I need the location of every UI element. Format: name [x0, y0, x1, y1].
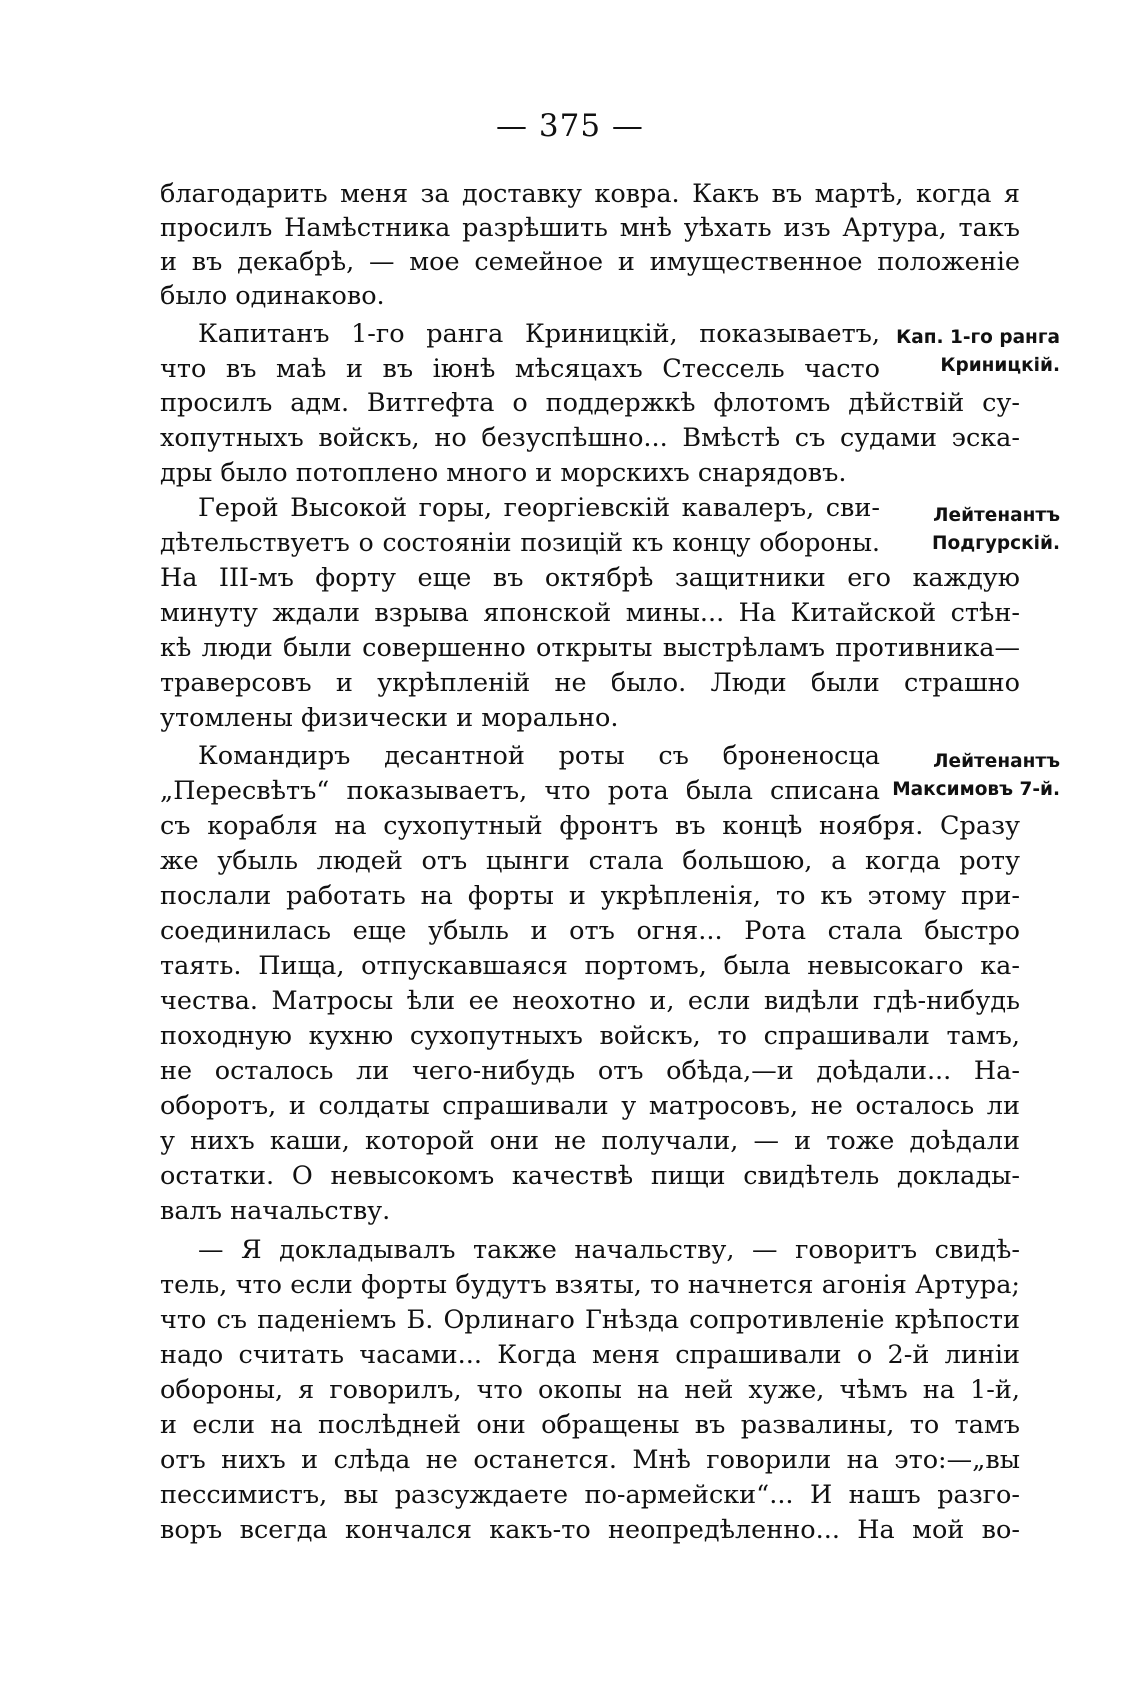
margin-note — [880, 502, 1060, 558]
text-line: остатки. О невысокомъ качествѣ пищи свидѣтель доклады- — [160, 1161, 1020, 1191]
margin-note-line: Подгурскій. — [932, 533, 1060, 554]
text-line: отъ нихъ и слѣда не останется. Мнѣ говорили на это:—„вы — [160, 1445, 1020, 1475]
margin-note — [880, 324, 1060, 380]
text-line: что въ маѣ и въ іюнѣ мѣсяцахъ Стессель часто — [160, 354, 880, 384]
text-line: дры было потоплено много и морскихъ снарядовъ. — [160, 458, 847, 488]
text-line: траверсовъ и укрѣпленій не было. Люди были страшно — [160, 668, 1020, 698]
text-line: таять. Пища, отпускавшаяся портомъ, была невысокаго ка- — [160, 951, 1020, 981]
text-line: и если на послѣдней они обращены въ развалины, то тамъ — [160, 1410, 1020, 1440]
margin-note-line: Лейтенантъ — [933, 505, 1060, 526]
text-line: Командиръ десантной роты съ броненосца — [198, 741, 880, 771]
text-line: пессимистъ, вы разсуждаете по-армейски“... И нашъ разго- — [160, 1480, 1020, 1510]
text-line: валъ начальству. — [160, 1196, 391, 1226]
text-line: походную кухню сухопутныхъ войскъ, то спрашивали тамъ, — [160, 1021, 1020, 1051]
margin-note-line: Лейтенантъ — [933, 751, 1060, 772]
page-number: — 375 — — [496, 108, 644, 144]
text-line: хопутныхъ войскъ, но безуспѣшно... Вмѣстѣ съ судами эска- — [160, 423, 1020, 453]
text-line: у нихъ каши, которой они не получали, — и тоже доѣдали — [160, 1126, 1020, 1156]
text-line: утомлены физически и морально. — [160, 703, 619, 733]
text-line: и въ декабрѣ, — мое семейное и имущественное положеніе — [160, 247, 1020, 277]
text-line: не осталось ли чего-нибудь отъ обѣда,—и доѣдали... На- — [160, 1056, 1020, 1086]
text-line: чества. Матросы ѣли ее неохотно и, если видѣли гдѣ-нибудь — [160, 986, 1020, 1016]
margin-note-line: Максимовъ 7-й. — [892, 779, 1060, 800]
text-line: благодарить меня за доставку ковра. Какъ въ мартѣ, когда я — [160, 179, 1020, 209]
text-line: послали работать на форты и укрѣпленія, то къ этому при- — [160, 881, 1020, 911]
text-line: обороны, я говорилъ, что окопы на ней хуже, чѣмъ на 1-й, — [160, 1375, 1020, 1405]
margin-note — [880, 748, 1060, 804]
text-line: На III-мъ форту еще въ октябрѣ защитники его каждую — [160, 563, 1020, 593]
text-line: воръ всегда кончался какъ-то неопредѣленно... На мой во- — [160, 1515, 1020, 1545]
text-line: „Пересвѣтъ“ показываетъ, что рота была списана — [160, 776, 880, 806]
text-line: — Я докладывалъ также начальству, — говоритъ свидѣ- — [198, 1235, 1020, 1265]
text-line: надо считать часами... Когда меня спрашивали о 2-й линіи — [160, 1340, 1020, 1370]
text-line: съ корабля на сухопутный фронтъ въ концѣ ноября. Сразу — [160, 811, 1020, 841]
margin-note-line: Кап. 1-го ранга — [896, 327, 1060, 348]
text-line: же убыль людей отъ цынги стала большою, а когда роту — [160, 846, 1020, 876]
text-line: минуту ждали взрыва японской мины... На Китайской стѣн- — [160, 598, 1020, 628]
text-line: было одинаково. — [160, 281, 385, 311]
text-line: соединилась еще убыль и отъ огня... Рота стала быстро — [160, 916, 1020, 946]
text-line: оборотъ, и солдаты спрашивали у матросовъ, не осталось ли — [160, 1091, 1020, 1121]
text-line: просилъ Намѣстника разрѣшить мнѣ уѣхать изъ Артура, такъ — [160, 213, 1020, 243]
text-line: кѣ люди были совершенно открыты выстрѣламъ противника— — [160, 633, 1020, 663]
text-line: дѣтельствуетъ о состояніи позицій къ концу обороны. — [160, 528, 880, 557]
text-line: Капитанъ 1-го ранга Криницкій, показываетъ, — [198, 319, 880, 349]
margin-note-line: Криницкій. — [940, 355, 1060, 376]
text-line: Герой Высокой горы, георгіевскій кавалеръ, сви- — [198, 493, 880, 523]
text-line: тель, что если форты будутъ взяты, то начнется агонія Артура; — [160, 1270, 1020, 1300]
text-line: что съ паденіемъ Б. Орлинаго Гнѣзда сопротивленіе крѣпости — [160, 1305, 1020, 1335]
text-line: просилъ адм. Витгефта о поддержкѣ флотомъ дѣйствій су- — [160, 388, 1020, 418]
